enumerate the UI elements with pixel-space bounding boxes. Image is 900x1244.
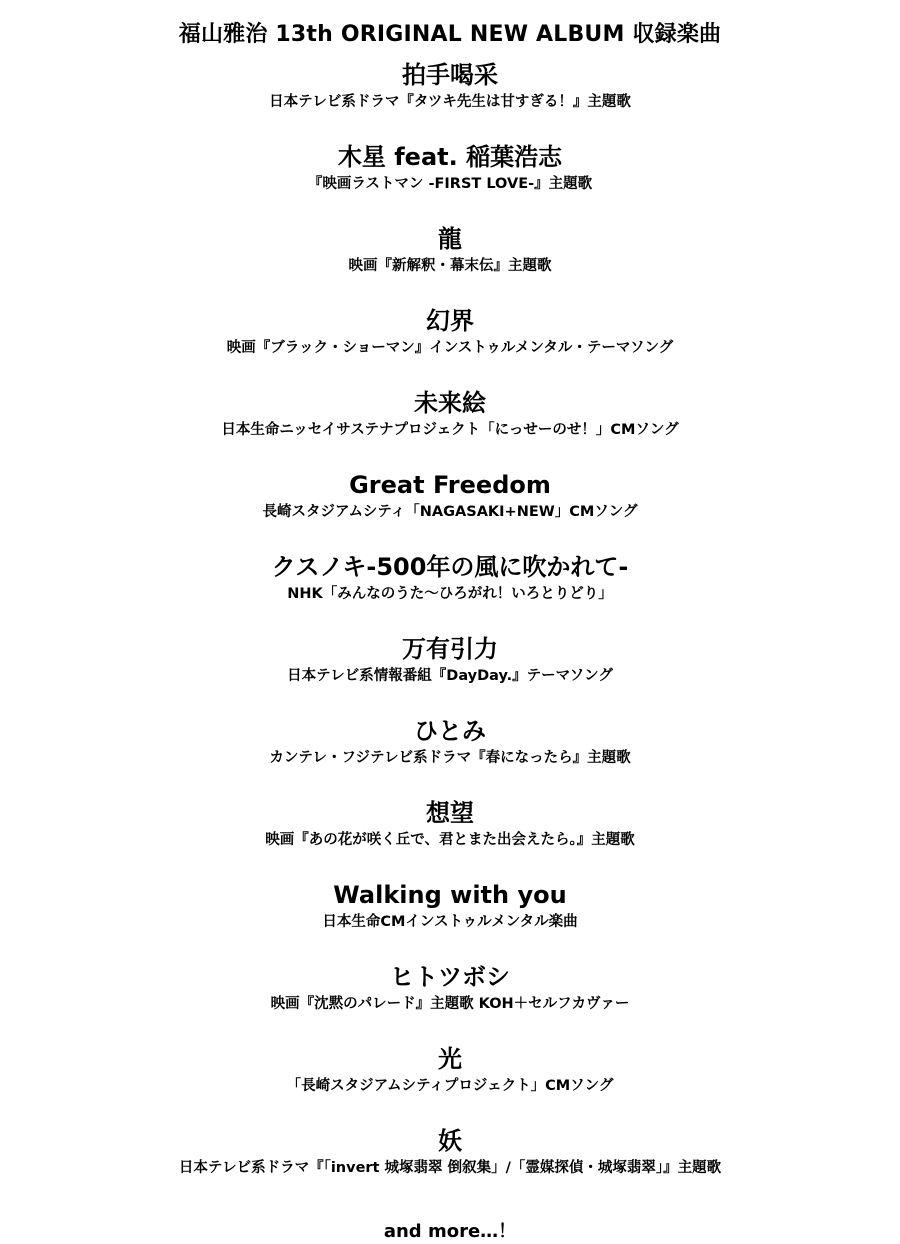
track-title: 光 bbox=[438, 1045, 462, 1073]
track-item bbox=[0, 632, 900, 710]
track-title: 妖 bbox=[438, 1127, 462, 1155]
track-tieup: 映画『沈黙のパレード』主題歌 KOH＋セルフカヴァー bbox=[270, 996, 630, 1012]
track-item bbox=[0, 386, 900, 464]
track-title: Walking with you bbox=[333, 881, 567, 909]
track-tieup: NHK「みんなのうた〜ひろがれ！いろとりどり」 bbox=[287, 586, 613, 602]
track-tieup: カンテレ・フジテレビ系ドラマ『春になったら』主題歌 bbox=[269, 750, 631, 766]
track-title: 拍手喝采 bbox=[402, 61, 498, 89]
track-tieup: 長崎スタジアムシティ「NAGASAKI+NEW」CMソング bbox=[262, 504, 638, 520]
track-title: 万有引力 bbox=[402, 635, 498, 663]
track-list bbox=[0, 58, 900, 1202]
track-item bbox=[0, 550, 900, 628]
album-title: 福山雅治 13th ORIGINAL NEW ALBUM 収録楽曲 bbox=[178, 22, 722, 47]
track-item bbox=[0, 1124, 900, 1202]
track-tieup: 日本テレビ系ドラマ『タツキ先生は甘すぎる！』主題歌 bbox=[269, 94, 631, 110]
track-tieup: 『映画ラストマン -FIRST LOVE-』主題歌 bbox=[307, 176, 593, 192]
track-item bbox=[0, 878, 900, 956]
track-tieup: 日本テレビ系ドラマ『「invert 城塚翡翠 倒叙集」/「霊媒探偵・城塚翡翠」』主題歌 bbox=[178, 1160, 722, 1176]
track-item bbox=[0, 960, 900, 1038]
track-title: クスノキ-500年の風に吹かれて- bbox=[271, 553, 629, 581]
track-title: Great Freedom bbox=[349, 471, 551, 499]
track-tieup: 映画『あの花が咲く丘で、君とまた出会えたら。』主題歌 bbox=[265, 832, 635, 848]
track-tieup: 日本生命ニッセイサステナプロジェクト「にっせーのせ！」CMソング bbox=[221, 422, 679, 438]
track-item bbox=[0, 468, 900, 546]
track-title: 木星 feat. 稲葉浩志 bbox=[337, 143, 563, 171]
track-title: 想望 bbox=[426, 799, 474, 827]
track-title: ヒトツボシ bbox=[390, 963, 510, 991]
track-item bbox=[0, 714, 900, 792]
track-title: 未来絵 bbox=[414, 389, 486, 417]
track-item bbox=[0, 222, 900, 300]
track-tieup: 日本テレビ系情報番組『DayDay.』テーマソング bbox=[287, 668, 613, 684]
track-title: 幻界 bbox=[426, 307, 474, 335]
track-tieup: 「長崎スタジアムシティプロジェクト」CMソング bbox=[286, 1078, 614, 1094]
track-item bbox=[0, 58, 900, 136]
track-title: 龍 bbox=[438, 225, 462, 253]
track-item bbox=[0, 140, 900, 218]
track-tieup: 日本生命CMインストゥルメンタル楽曲 bbox=[322, 914, 578, 930]
track-tieup: 映画『ブラック・ショーマン』インストゥルメンタル・テーマソング bbox=[226, 340, 674, 356]
track-item bbox=[0, 796, 900, 874]
track-title: ひとみ bbox=[414, 717, 486, 745]
track-tieup: 映画『新解釈・幕末伝』主題歌 bbox=[348, 258, 552, 274]
track-item bbox=[0, 1042, 900, 1120]
track-item bbox=[0, 304, 900, 382]
and-more-text: and more…！ bbox=[383, 1221, 517, 1242]
